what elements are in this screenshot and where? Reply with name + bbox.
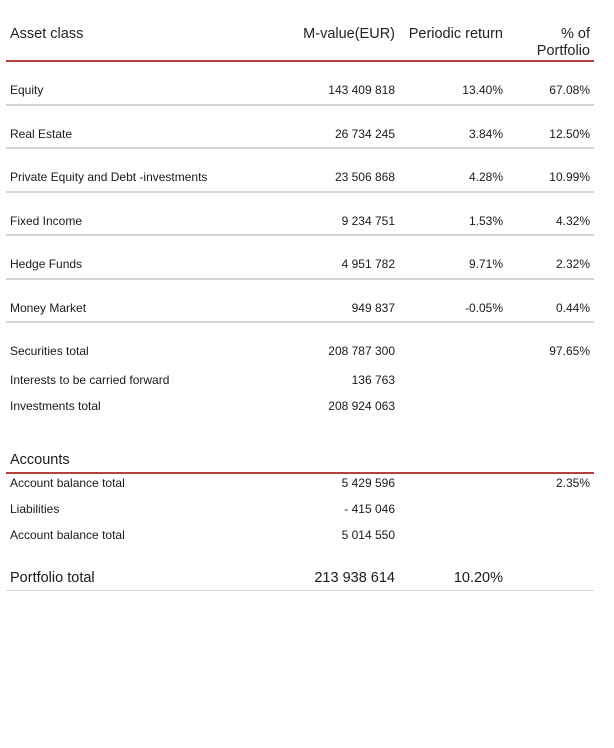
total-m-value: 136 763	[351, 373, 395, 387]
asset-m-value: 4 951 782	[341, 257, 395, 271]
account-row	[6, 474, 594, 490]
table-row	[6, 236, 594, 280]
account-row	[6, 484, 594, 516]
table-row	[6, 62, 594, 106]
asset-pct: 0.44%	[555, 300, 590, 315]
portfolio-total-return: 10.20%	[453, 570, 503, 586]
asset-m-value: 26 734 245	[334, 126, 395, 141]
account-name: Account balance total	[10, 476, 125, 490]
accounts-section-title	[6, 414, 594, 474]
asset-return: -0.05%	[464, 300, 503, 315]
account-m-value: 5 429 596	[341, 476, 395, 490]
account-m-value: 5 014 550	[341, 528, 395, 542]
asset-return: 1.53%	[468, 213, 503, 228]
table-row	[6, 280, 594, 324]
totals-row	[6, 362, 594, 388]
portfolio-report	[6, 0, 594, 591]
portfolio-total-name: Portfolio total	[10, 570, 95, 586]
portfolio-total-m-value: 213 938 614	[314, 570, 395, 586]
asset-return: 9.71%	[468, 257, 503, 271]
portfolio-total-row	[6, 536, 594, 591]
totals-row	[6, 388, 594, 414]
asset-return: 13.40%	[462, 83, 503, 97]
pct-portfolio-header	[537, 26, 590, 60]
asset-m-value: 143 409 818	[328, 83, 395, 97]
table-row	[6, 193, 594, 237]
asset-return: 3.84%	[468, 126, 503, 141]
asset-name: Real Estate	[10, 126, 73, 141]
asset-name: Fixed Income	[10, 213, 83, 228]
account-row	[6, 510, 594, 542]
account-pct: 2.35%	[555, 476, 590, 490]
account-name: Liabilities	[10, 502, 60, 516]
m-value-header: M-value(EUR)	[303, 26, 395, 42]
asset-m-value: 9 234 751	[341, 213, 395, 228]
asset-m-value: 23 506 868	[334, 170, 395, 184]
total-name: Investments total	[10, 399, 101, 413]
total-m-value: 208 924 063	[328, 399, 395, 413]
pct-portfolio-header-line1: % of	[560, 26, 590, 42]
asset-name: Private Equity and Debt -investments	[10, 170, 208, 184]
asset-name: Hedge Funds	[10, 257, 83, 271]
asset-pct: 4.32%	[555, 213, 590, 228]
total-name: Securities total	[10, 344, 89, 358]
asset-name: Money Market	[10, 300, 87, 315]
asset-pct: 2.32%	[555, 257, 590, 271]
asset-pct: 10.99%	[549, 170, 590, 184]
table-header	[6, 0, 594, 62]
totals-row	[6, 323, 594, 362]
account-m-value: - 415 046	[344, 502, 395, 516]
total-m-value: 208 787 300	[328, 344, 395, 358]
pct-portfolio-header-line2: Portfolio	[536, 43, 590, 59]
account-name: Account balance total	[10, 528, 125, 542]
asset-return: 4.28%	[468, 170, 503, 184]
total-name: Interests to be carried forward	[10, 373, 170, 387]
asset-class-header: Asset class	[10, 26, 84, 42]
periodic-return-header: Periodic return	[408, 26, 503, 42]
asset-pct: 12.50%	[549, 126, 590, 141]
accounts-title: Accounts	[10, 452, 70, 468]
table-row	[6, 149, 594, 193]
total-pct: 97.65%	[549, 344, 590, 358]
asset-pct: 67.08%	[549, 83, 590, 97]
asset-m-value: 949 837	[351, 300, 395, 315]
table-row	[6, 106, 594, 150]
asset-name: Equity	[10, 83, 44, 97]
